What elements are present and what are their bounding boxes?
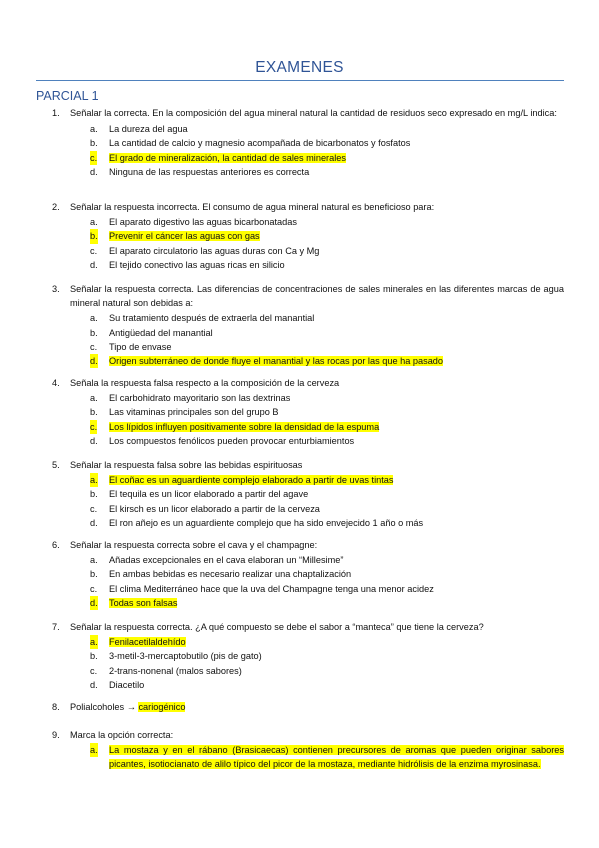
- options-list: [52, 215, 564, 272]
- option: [52, 391, 564, 405]
- option-letter: a.: [90, 313, 98, 324]
- options-list: [52, 391, 564, 448]
- option: [52, 340, 564, 354]
- option: [52, 311, 564, 325]
- question-9: [52, 728, 564, 772]
- option-letter: d.: [90, 435, 98, 446]
- option: [52, 487, 564, 501]
- option: [52, 122, 564, 136]
- question-text: Señalar la respuesta falsa sobre las bebidas espirituosas: [70, 460, 303, 470]
- option-text-highlighted: Todas son falsas: [109, 597, 178, 608]
- option-text: Tipo de envase: [109, 341, 172, 352]
- question-7: [52, 620, 564, 692]
- option-letter: a.: [90, 473, 98, 487]
- question-2: [52, 200, 564, 272]
- question-4: [52, 376, 564, 448]
- option: [52, 215, 564, 229]
- option-letter: b.: [90, 229, 98, 243]
- option-letter: c.: [90, 583, 98, 594]
- question-text: Señalar la respuesta correcta sobre el cava y el champagne:: [70, 540, 318, 550]
- option: [52, 165, 564, 179]
- question-text: Señalar la respuesta correcta. Las diferencias de concentraciones de sales minerales en las diferentes marcas de agua mineral natural son debidas a:: [70, 284, 564, 309]
- option-text-highlighted: Los lípidos influyen positivamente sobre la densidad de la espuma: [109, 421, 380, 432]
- options-list: [52, 311, 564, 368]
- option-letter: b.: [90, 489, 98, 500]
- option-text-highlighted: El coñac es un aguardiente complejo elaborado a partir de uvas tintas: [109, 475, 394, 486]
- option-text: La dureza del agua: [109, 124, 188, 135]
- option-correct: [52, 473, 564, 487]
- option-letter: d.: [90, 679, 98, 690]
- option-letter: d.: [90, 354, 98, 368]
- option-letter: b.: [90, 569, 98, 580]
- option-letter: a.: [90, 393, 98, 404]
- option-letter: d.: [90, 166, 98, 177]
- option-text: El carbohidrato mayoritario son las dextrinas: [109, 393, 291, 404]
- option-text: El kirsch es un licor elaborado a partir de la cerveza: [109, 503, 320, 514]
- option-text: En ambas bebidas es necesario realizar una chaptalización: [109, 569, 352, 580]
- answer-highlighted: cariogénico: [138, 702, 186, 712]
- option: [52, 434, 564, 448]
- option-letter: b.: [90, 651, 98, 662]
- question-3: [52, 282, 564, 368]
- question-text: Señalar la respuesta correcta. ¿A qué compuesto se debe el sabor a “manteca” que tiene la cerveza?: [70, 622, 484, 632]
- option: [52, 326, 564, 340]
- option: [52, 244, 564, 258]
- question-5: [52, 458, 564, 530]
- option: [52, 567, 564, 581]
- option: [52, 405, 564, 419]
- option: [52, 553, 564, 567]
- option: [52, 582, 564, 596]
- option-letter: c.: [90, 420, 97, 434]
- option-letter: c.: [90, 341, 98, 352]
- option-letter: c.: [90, 503, 98, 514]
- options-list: [52, 743, 564, 771]
- option: [52, 258, 564, 272]
- option-text: El aparato digestivo las aguas bicarbonatadas: [109, 217, 297, 228]
- option-text-highlighted: La mostaza y en el rábano (Brasicaecas) contienen precursores de aromas que pueden originar sabores picantes, isotiocianato de alilo típico del picor de la mostaza, mediante hidrólisis de la enzima myrosinasa.: [109, 745, 564, 770]
- option-text: Añadas excepcionales en el cava elaboran un “Millesime”: [109, 555, 344, 566]
- options-list: [52, 635, 564, 692]
- option-correct: [52, 596, 564, 610]
- option: [52, 516, 564, 530]
- question-number: 9.: [52, 730, 60, 740]
- option: [52, 664, 564, 678]
- option: [52, 136, 564, 150]
- question-text-prefix: Polialcoholes →: [70, 702, 139, 712]
- option-text: Su tratamiento después de extraerla del manantial: [109, 313, 315, 324]
- option-letter: d.: [90, 517, 98, 528]
- option-letter: b.: [90, 327, 98, 338]
- option-text: Diacetilo: [109, 679, 145, 690]
- option-letter: d.: [90, 596, 98, 610]
- option-letter: a.: [90, 555, 98, 566]
- option-letter: a.: [90, 743, 98, 757]
- option-correct: [52, 743, 564, 771]
- question-text: Señalar la correcta. En la composición del agua mineral natural la cantidad de residuos seco expresado en mg/L indica:: [70, 108, 557, 118]
- question-number: 7.: [52, 622, 60, 632]
- option-text: El ron añejo es un aguardiente complejo que ha sido envejecido 1 año o más: [109, 517, 424, 528]
- question-6: [52, 538, 564, 610]
- option-letter: b.: [90, 407, 98, 418]
- question-text: Marca la opción correcta:: [70, 730, 174, 740]
- options-list: [52, 122, 564, 179]
- option-correct: [52, 151, 564, 165]
- option-correct: [52, 354, 564, 368]
- option-text: El clima Mediterráneo hace que la uva del Champagne tenga una menor acidez: [109, 583, 434, 594]
- option-text: El tequila es un licor elaborado a partir del agave: [109, 489, 309, 500]
- option-letter: c.: [90, 151, 97, 165]
- page-title: EXAMENES: [255, 59, 344, 76]
- option-text: La cantidad de calcio y magnesio acompañada de bicarbonatos y fosfatos: [109, 138, 411, 149]
- options-list: [52, 553, 564, 610]
- option-text: El tejido conectivo las aguas ricas en silicio: [109, 259, 285, 270]
- question-1: [52, 106, 564, 179]
- option: [52, 678, 564, 692]
- section-heading: PARCIAL 1: [36, 89, 99, 103]
- title-divider: [36, 80, 564, 81]
- question-number: 5.: [52, 460, 60, 470]
- option-text: 2-trans-nonenal (malos sabores): [109, 665, 242, 676]
- option-letter: d.: [90, 259, 98, 270]
- question-text: Señala la respuesta falsa respecto a la composición de la cerveza: [70, 378, 340, 388]
- option-text-highlighted: Fenilacetilaldehído: [109, 637, 186, 648]
- options-list: [52, 473, 564, 530]
- option-text: Las vitaminas principales son del grupo B: [109, 407, 279, 418]
- question-number: 8.: [52, 702, 60, 712]
- option-letter: c.: [90, 245, 98, 256]
- question-number: 4.: [52, 378, 60, 388]
- option-text: 3-metil-3-mercaptobutilo (pis de gato): [109, 651, 262, 662]
- option-text: Ninguna de las respuestas anteriores es correcta: [109, 166, 310, 177]
- option-letter: b.: [90, 138, 98, 149]
- option-text-highlighted: Origen subterráneo de donde fluye el manantial y las rocas por las que ha pasado: [109, 356, 444, 367]
- option-letter: a.: [90, 217, 98, 228]
- option: [52, 649, 564, 663]
- question-8: [52, 700, 564, 714]
- option-correct: [52, 229, 564, 243]
- option: [52, 502, 564, 516]
- option-text-highlighted: El grado de mineralización, la cantidad de sales minerales: [109, 152, 346, 163]
- option-text: Antigüedad del manantial: [109, 327, 213, 338]
- question-number: 3.: [52, 284, 60, 294]
- option-correct: [52, 635, 564, 649]
- option-letter: c.: [90, 665, 98, 676]
- question-text: Señalar la respuesta incorrecta. El consumo de agua mineral natural es beneficioso para:: [70, 202, 435, 212]
- question-number: 2.: [52, 202, 60, 212]
- option-text: El aparato circulatorio las aguas duras con Ca y Mg: [109, 245, 320, 256]
- question-number: 1.: [52, 108, 60, 118]
- option-correct: [52, 420, 564, 434]
- option-text: Los compuestos fenólicos pueden provocar enturbiamientos: [109, 435, 355, 446]
- option-text-highlighted: Prevenir el cáncer las aguas con gas: [109, 231, 260, 242]
- question-number: 6.: [52, 540, 60, 550]
- option-letter: a.: [90, 124, 98, 135]
- question-text: [70, 700, 564, 714]
- option-letter: a.: [90, 635, 98, 649]
